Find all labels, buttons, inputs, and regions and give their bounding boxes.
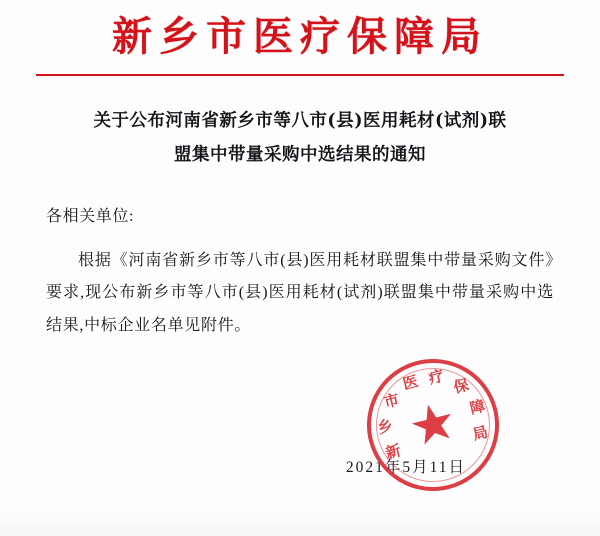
seal-char: 局 bbox=[470, 422, 490, 444]
seal-text-ring bbox=[353, 345, 513, 505]
letterhead bbox=[0, 0, 600, 60]
seal-char: 市 bbox=[381, 389, 401, 412]
document-title-line-1: 关于公布河南省新乡市等八市(县)医用耗材(试剂)联 bbox=[93, 111, 507, 131]
official-seal-icon bbox=[353, 345, 513, 505]
seal-char: 乡 bbox=[375, 415, 395, 437]
document-title bbox=[46, 104, 554, 172]
document-title-line-2: 盟集中带量采购中选结果的通知 bbox=[174, 145, 426, 166]
issuing-organization: 新乡市医疗保障局 bbox=[112, 13, 488, 60]
seal-char: 障 bbox=[467, 396, 487, 418]
seal-char: 医 bbox=[400, 371, 420, 393]
body-paragraph-1: 根据《河南省新乡市等八市(县)医用耗材联盟集中带量采购文件》要求,现公布新乡市等八市(县)医用耗材(试剂)联盟集中带量采购中选结果,中标企业名单见附件。 bbox=[46, 251, 554, 335]
salutation: 各相关单位: bbox=[46, 208, 135, 226]
signature-area bbox=[46, 366, 554, 497]
scan-shadow bbox=[0, 510, 600, 536]
seal-char: 新 bbox=[383, 440, 403, 462]
seal-char: 疗 bbox=[426, 366, 446, 388]
document-body bbox=[0, 104, 600, 497]
seal-char: 保 bbox=[451, 375, 471, 397]
letterhead-divider bbox=[36, 74, 564, 76]
issue-date: 2021年5月11日 bbox=[345, 459, 466, 477]
